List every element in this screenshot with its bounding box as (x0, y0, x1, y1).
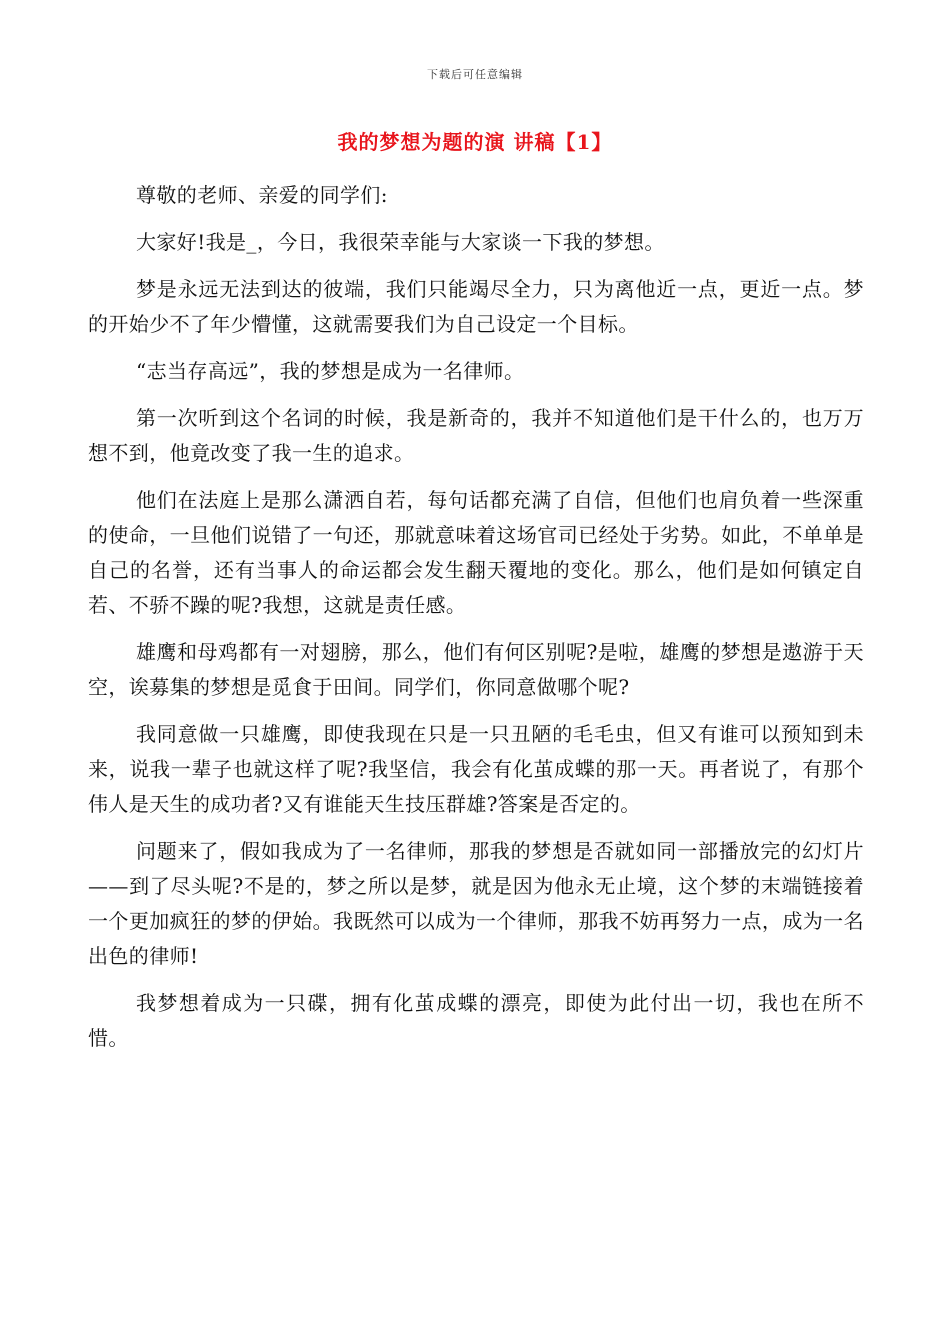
paragraph: 梦是永远无法到达的彼端，我们只能竭尽全力，只为离他近一点，更近一点。梦的开始少不了年少懵懂，这就需要我们为自己设定一个目标。 (88, 277, 864, 336)
paragraph: 问题来了，假如我成为了一名律师，那我的梦想是否就如同一部播放完的幻灯片——到了尽头呢?不是的，梦之所以是梦，就是因为他永无止境，这个梦的末端链接着一个更加疯狂的梦的伊始。我既然可以成为一个律师，那我不妨再努力一点，成为一名出色的律师! (88, 839, 864, 968)
header-note: 下载后可任意编辑 (427, 68, 523, 81)
paragraph: 我同意做一只雄鹰，即使我现在只是一只丑陋的毛毛虫，但又有谁可以预知到未来，说我一辈子也就这样了呢?我坚信，我会有化茧成蝶的那一天。再者说了，有那个伟人是天生的成功者?又有谁能天生技压群雄?答案是否定的。 (88, 722, 864, 816)
paragraph: 我梦想着成为一只碟，拥有化茧成蝶的漂亮，即使为此付出一切，我也在所不惜。 (88, 991, 864, 1050)
paragraph: 第一次听到这个名词的时候，我是新奇的，我并不知道他们是干什么的，也万万想不到，他竟改变了我一生的追求。 (88, 406, 864, 465)
paragraph: “志当存高远”，我的梦想是成为一名律师。 (136, 359, 525, 383)
paragraph: 雄鹰和母鸡都有一对翅膀，那么，他们有何区别呢?是啦，雄鹰的梦想是遨游于天空，诶募集的梦想是觅食于田间。同学们，你同意做哪个呢? (88, 640, 864, 699)
paragraph-salutation: 尊敬的老师、亲爱的同学们: (136, 183, 388, 207)
document-body (88, 178, 864, 1068)
paragraph: 大家好!我是_，今日，我很荣幸能与大家谈一下我的梦想。 (136, 230, 665, 254)
document-title: 我的梦想为题的演 讲稿【1】 (337, 130, 613, 154)
paragraph: 他们在法庭上是那么潇洒自若，每句话都充满了自信，但他们也肩负着一些深重的使命，一旦他们说错了一句还，那就意味着这场官司已经处于劣势。如此，不单单是自己的名誉，还有当事人的命运都会发生翻天覆地的变化。那么，他们是如何镇定自若、不骄不躁的呢?我想，这就是责任感。 (88, 488, 864, 617)
